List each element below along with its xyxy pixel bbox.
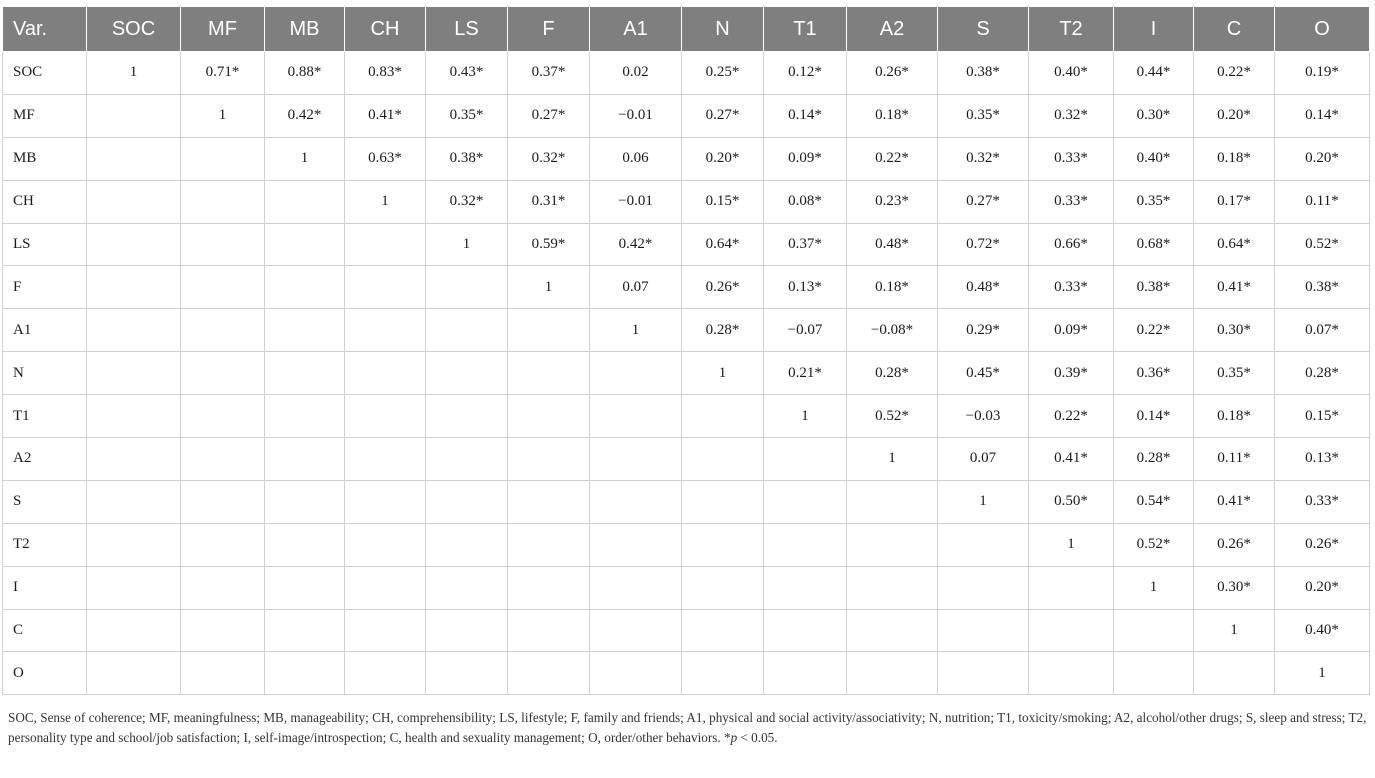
correlation-cell: 0.32* (938, 137, 1029, 180)
correlation-cell: 0.30* (1194, 309, 1275, 352)
correlation-cell (590, 652, 682, 695)
correlation-cell (87, 395, 181, 438)
correlation-cell (590, 352, 682, 395)
correlation-cell (345, 395, 426, 438)
correlation-cell (87, 137, 181, 180)
correlation-cell: 0.37* (508, 52, 590, 95)
table-row (3, 566, 1370, 609)
header-cell: N (682, 7, 764, 52)
table-row (3, 438, 1370, 481)
correlation-cell: 0.22* (847, 137, 938, 180)
correlation-cell: 0.64* (1194, 223, 1275, 266)
correlation-cell (345, 480, 426, 523)
correlation-cell (508, 395, 590, 438)
correlation-cell: 0.26* (1194, 523, 1275, 566)
correlation-cell: 1 (590, 309, 682, 352)
correlation-cell: 0.26* (1275, 523, 1370, 566)
correlation-cell: 0.14* (1275, 94, 1370, 137)
correlation-cell: 0.18* (847, 266, 938, 309)
correlation-cell: 0.26* (682, 266, 764, 309)
correlation-cell (426, 352, 508, 395)
correlation-cell (87, 523, 181, 566)
header-cell: F (508, 7, 590, 52)
table-row (3, 523, 1370, 566)
correlation-cell: 0.64* (682, 223, 764, 266)
correlation-cell (847, 480, 938, 523)
correlation-cell: 0.18* (1194, 395, 1275, 438)
correlation-cell: 0.35* (1114, 180, 1194, 223)
header-cell: SOC (87, 7, 181, 52)
correlation-cell (847, 652, 938, 695)
correlation-cell: 0.32* (426, 180, 508, 223)
correlation-cell (181, 652, 265, 695)
correlation-cell (181, 180, 265, 223)
correlation-cell (764, 566, 847, 609)
correlation-cell: 0.19* (1275, 52, 1370, 95)
table-header (3, 7, 1370, 52)
correlation-cell (181, 609, 265, 652)
correlation-cell (181, 480, 265, 523)
correlation-cell: 0.42* (265, 94, 345, 137)
row-label: O (3, 652, 87, 695)
correlation-cell: 0.40* (1029, 52, 1114, 95)
correlation-cell (345, 266, 426, 309)
correlation-cell (764, 480, 847, 523)
correlation-cell: 0.30* (1114, 94, 1194, 137)
correlation-cell: 0.52* (1275, 223, 1370, 266)
correlation-cell: −0.08* (847, 309, 938, 352)
row-label: F (3, 266, 87, 309)
correlation-cell: 0.28* (847, 352, 938, 395)
correlation-cell (590, 480, 682, 523)
correlation-cell: 0.09* (1029, 309, 1114, 352)
correlation-cell (181, 266, 265, 309)
correlation-cell: 0.41* (1194, 266, 1275, 309)
row-label: N (3, 352, 87, 395)
correlation-cell: 0.38* (938, 52, 1029, 95)
table-row (3, 94, 1370, 137)
row-label: LS (3, 223, 87, 266)
correlation-cell: 0.32* (1029, 94, 1114, 137)
correlation-cell (1029, 566, 1114, 609)
correlation-cell (265, 566, 345, 609)
correlation-cell (508, 609, 590, 652)
correlation-cell (265, 223, 345, 266)
correlation-cell: 0.37* (764, 223, 847, 266)
correlation-cell: 0.40* (1275, 609, 1370, 652)
correlation-cell: 0.36* (1114, 352, 1194, 395)
correlation-cell: 0.13* (1275, 438, 1370, 481)
correlation-cell: 1 (682, 352, 764, 395)
correlation-cell: 0.17* (1194, 180, 1275, 223)
correlation-cell: 0.07 (938, 438, 1029, 481)
correlation-cell: 0.30* (1194, 566, 1275, 609)
correlation-cell (265, 266, 345, 309)
correlation-cell: 0.33* (1029, 266, 1114, 309)
correlation-cell: 0.12* (764, 52, 847, 95)
correlation-cell: 0.40* (1114, 137, 1194, 180)
correlation-cell: 0.26* (847, 52, 938, 95)
header-cell: LS (426, 7, 508, 52)
correlation-cell: 0.33* (1029, 137, 1114, 180)
correlation-cell: 0.22* (1029, 395, 1114, 438)
correlation-cell (87, 309, 181, 352)
correlation-cell: 0.22* (1114, 309, 1194, 352)
correlation-cell: 1 (345, 180, 426, 223)
correlation-cell: 0.35* (426, 94, 508, 137)
correlation-cell: 0.59* (508, 223, 590, 266)
row-label: CH (3, 180, 87, 223)
correlation-cell (345, 652, 426, 695)
correlation-cell: 0.09* (764, 137, 847, 180)
header-cell: I (1114, 7, 1194, 52)
header-cell: T1 (764, 7, 847, 52)
correlation-cell: 0.39* (1029, 352, 1114, 395)
correlation-cell: 0.71* (181, 52, 265, 95)
correlation-cell (682, 566, 764, 609)
correlation-cell (265, 652, 345, 695)
correlation-cell: 0.15* (1275, 395, 1370, 438)
correlation-cell (938, 609, 1029, 652)
correlation-cell: 0.44* (1114, 52, 1194, 95)
correlation-cell (345, 352, 426, 395)
correlation-cell: 0.18* (847, 94, 938, 137)
header-cell-var: Var. (3, 7, 87, 52)
table-body (3, 52, 1370, 695)
correlation-cell (426, 309, 508, 352)
correlation-cell (682, 395, 764, 438)
header-cell: A2 (847, 7, 938, 52)
correlation-cell (682, 480, 764, 523)
correlation-cell: 0.14* (1114, 395, 1194, 438)
correlation-cell (682, 438, 764, 481)
correlation-cell (87, 352, 181, 395)
correlation-cell: 1 (1194, 609, 1275, 652)
header-cell: T2 (1029, 7, 1114, 52)
correlation-cell (1029, 609, 1114, 652)
correlation-cell (265, 438, 345, 481)
footnote-text: SOC, Sense of coherence; MF, meaningfulness; MB, manageability; CH, comprehensibility; LS, lifestyle; F, family and friends; A1, physical and social activity/associativity; N, nutrition; T1, toxicity/smoking; A2, alcohol/other drugs; S, sleep and stress; T2, personality type and school/job satisfaction; I, self-image/introspection; C, health and sexuality management; O, order/other behaviors. * (8, 710, 1367, 745)
correlation-cell (590, 523, 682, 566)
correlation-cell: 0.32* (508, 137, 590, 180)
correlation-cell (426, 266, 508, 309)
correlation-cell (87, 652, 181, 695)
correlation-cell: 0.41* (1194, 480, 1275, 523)
table-row (3, 352, 1370, 395)
correlation-cell: 0.02 (590, 52, 682, 95)
row-label: SOC (3, 52, 87, 95)
row-label: T2 (3, 523, 87, 566)
correlation-cell: 0.35* (1194, 352, 1275, 395)
correlation-cell: 0.11* (1275, 180, 1370, 223)
correlation-cell: 0.68* (1114, 223, 1194, 266)
correlation-cell (764, 523, 847, 566)
header-cell: MB (265, 7, 345, 52)
correlation-cell (508, 438, 590, 481)
correlation-cell (181, 309, 265, 352)
correlation-cell: 0.28* (1114, 438, 1194, 481)
correlation-cell (1114, 609, 1194, 652)
correlation-cell (265, 523, 345, 566)
correlation-cell: 0.27* (938, 180, 1029, 223)
table-row (3, 609, 1370, 652)
correlation-cell: 0.07 (590, 266, 682, 309)
row-label: I (3, 566, 87, 609)
correlation-cell (508, 309, 590, 352)
correlation-cell: −0.01 (590, 180, 682, 223)
correlation-cell: 1 (938, 480, 1029, 523)
correlation-cell: 1 (847, 438, 938, 481)
correlation-cell (764, 609, 847, 652)
correlation-cell (87, 180, 181, 223)
correlation-cell (590, 395, 682, 438)
correlation-cell: 0.20* (682, 137, 764, 180)
correlation-cell (181, 137, 265, 180)
correlation-cell: 0.43* (426, 52, 508, 95)
correlation-cell: 0.48* (847, 223, 938, 266)
correlation-cell: 0.41* (345, 94, 426, 137)
correlation-cell (265, 395, 345, 438)
correlation-cell (590, 566, 682, 609)
correlation-cell: 1 (1029, 523, 1114, 566)
correlation-cell: 0.08* (764, 180, 847, 223)
header-cell: A1 (590, 7, 682, 52)
correlation-cell (682, 652, 764, 695)
table-row (3, 266, 1370, 309)
correlation-cell: 0.45* (938, 352, 1029, 395)
correlation-cell (265, 609, 345, 652)
correlation-cell: 0.13* (764, 266, 847, 309)
correlation-cell: −0.01 (590, 94, 682, 137)
correlation-cell: 0.50* (1029, 480, 1114, 523)
correlation-cell (938, 652, 1029, 695)
correlation-cell (590, 438, 682, 481)
correlation-cell: 1 (181, 94, 265, 137)
correlation-cell: 0.42* (590, 223, 682, 266)
correlation-cell: 0.27* (682, 94, 764, 137)
correlation-table (2, 6, 1370, 695)
correlation-cell (345, 609, 426, 652)
correlation-cell: 0.15* (682, 180, 764, 223)
correlation-cell (426, 395, 508, 438)
table-row (3, 137, 1370, 180)
correlation-cell (426, 480, 508, 523)
correlation-cell: 0.48* (938, 266, 1029, 309)
correlation-cell (265, 180, 345, 223)
correlation-cell (345, 223, 426, 266)
correlation-cell (87, 480, 181, 523)
row-label: MB (3, 137, 87, 180)
header-cell: C (1194, 7, 1275, 52)
correlation-cell (87, 566, 181, 609)
correlation-cell (181, 223, 265, 266)
correlation-cell: 1 (508, 266, 590, 309)
correlation-cell: 1 (87, 52, 181, 95)
correlation-cell (87, 609, 181, 652)
correlation-cell: 0.28* (682, 309, 764, 352)
correlation-cell (181, 523, 265, 566)
correlation-cell: 0.21* (764, 352, 847, 395)
row-label: A1 (3, 309, 87, 352)
correlation-cell (181, 566, 265, 609)
table-row (3, 395, 1370, 438)
row-label: MF (3, 94, 87, 137)
correlation-cell (1029, 652, 1114, 695)
correlation-cell: 1 (1275, 652, 1370, 695)
correlation-cell (87, 223, 181, 266)
correlation-cell (426, 438, 508, 481)
correlation-cell (181, 352, 265, 395)
footnote-p-threshold: < 0.05. (737, 730, 778, 745)
correlation-cell: 0.66* (1029, 223, 1114, 266)
correlation-cell (508, 566, 590, 609)
correlation-cell: 0.20* (1275, 137, 1370, 180)
correlation-cell: 0.35* (938, 94, 1029, 137)
correlation-cell (265, 352, 345, 395)
correlation-cell: 0.38* (426, 137, 508, 180)
correlation-cell: 0.20* (1194, 94, 1275, 137)
correlation-cell: 0.22* (1194, 52, 1275, 95)
table-row (3, 223, 1370, 266)
correlation-cell: 0.52* (847, 395, 938, 438)
correlation-cell (87, 438, 181, 481)
header-cell: O (1275, 7, 1370, 52)
correlation-cell (345, 309, 426, 352)
correlation-cell (508, 352, 590, 395)
correlation-cell: 0.38* (1275, 266, 1370, 309)
correlation-cell: 0.20* (1275, 566, 1370, 609)
correlation-cell (764, 438, 847, 481)
header-cell: CH (345, 7, 426, 52)
table-footnote (8, 708, 1368, 748)
correlation-cell: 0.28* (1275, 352, 1370, 395)
correlation-cell: −0.07 (764, 309, 847, 352)
table-row (3, 180, 1370, 223)
correlation-cell: 0.25* (682, 52, 764, 95)
correlation-cell (345, 566, 426, 609)
header-cell: S (938, 7, 1029, 52)
correlation-cell: 0.23* (847, 180, 938, 223)
correlation-cell (265, 309, 345, 352)
correlation-cell: 1 (426, 223, 508, 266)
correlation-cell: 1 (265, 137, 345, 180)
correlation-cell: 0.27* (508, 94, 590, 137)
correlation-cell: 0.54* (1114, 480, 1194, 523)
correlation-cell (847, 566, 938, 609)
correlation-cell (181, 438, 265, 481)
correlation-cell (764, 652, 847, 695)
correlation-cell (426, 609, 508, 652)
correlation-cell (265, 480, 345, 523)
correlation-cell (508, 652, 590, 695)
correlation-cell: 0.06 (590, 137, 682, 180)
correlation-cell: 0.33* (1275, 480, 1370, 523)
correlation-cell (345, 523, 426, 566)
correlation-cell (508, 523, 590, 566)
table-row (3, 309, 1370, 352)
correlation-cell: 0.31* (508, 180, 590, 223)
correlation-cell (1194, 652, 1275, 695)
header-cell: MF (181, 7, 265, 52)
correlation-cell (938, 523, 1029, 566)
correlation-cell (426, 652, 508, 695)
header-row (3, 7, 1370, 52)
row-label: C (3, 609, 87, 652)
correlation-cell (1114, 652, 1194, 695)
correlation-cell: −0.03 (938, 395, 1029, 438)
correlation-cell (181, 395, 265, 438)
correlation-cell (87, 266, 181, 309)
correlation-cell (847, 609, 938, 652)
correlation-cell: 0.88* (265, 52, 345, 95)
correlation-cell: 1 (764, 395, 847, 438)
table-row (3, 52, 1370, 95)
correlation-cell (682, 609, 764, 652)
correlation-cell: 0.33* (1029, 180, 1114, 223)
correlation-cell: 0.52* (1114, 523, 1194, 566)
correlation-cell: 0.41* (1029, 438, 1114, 481)
correlation-cell: 1 (1114, 566, 1194, 609)
correlation-cell (847, 523, 938, 566)
correlation-cell: 0.11* (1194, 438, 1275, 481)
correlation-cell (426, 566, 508, 609)
correlation-cell: 0.83* (345, 52, 426, 95)
correlation-cell: 0.07* (1275, 309, 1370, 352)
correlation-cell: 0.18* (1194, 137, 1275, 180)
correlation-cell: 0.29* (938, 309, 1029, 352)
row-label: A2 (3, 438, 87, 481)
correlation-cell (682, 523, 764, 566)
correlation-cell: 0.14* (764, 94, 847, 137)
correlation-cell (938, 566, 1029, 609)
correlation-cell: 0.63* (345, 137, 426, 180)
table-row (3, 480, 1370, 523)
correlation-cell: 0.38* (1114, 266, 1194, 309)
correlation-cell (508, 480, 590, 523)
correlation-cell (345, 438, 426, 481)
correlation-cell (426, 523, 508, 566)
row-label: T1 (3, 395, 87, 438)
correlation-cell (590, 609, 682, 652)
row-label: S (3, 480, 87, 523)
correlation-cell: 0.72* (938, 223, 1029, 266)
footnote-p-symbol: p (730, 730, 738, 745)
correlation-cell (87, 94, 181, 137)
table-row (3, 652, 1370, 695)
